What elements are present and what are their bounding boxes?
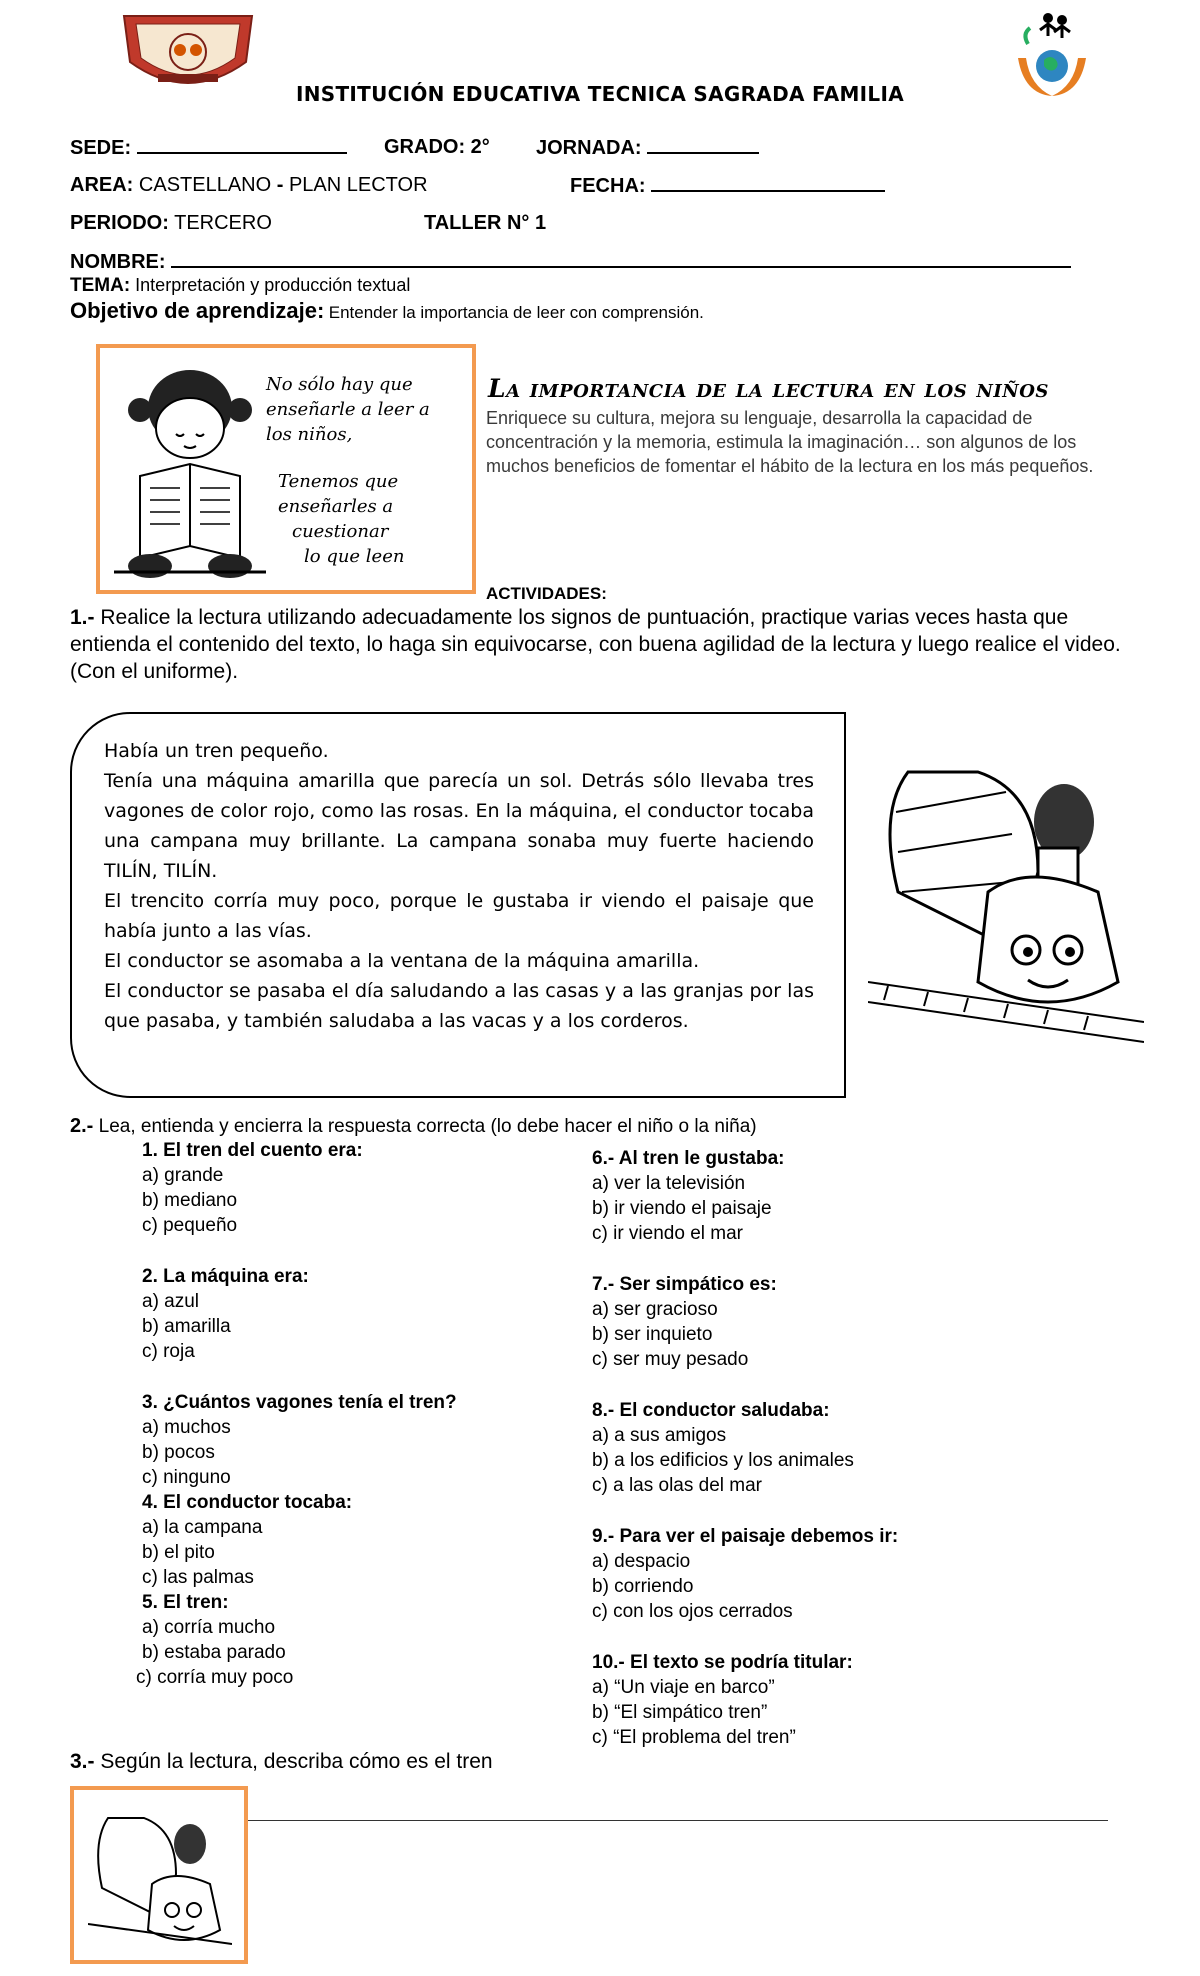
answer-option[interactable]: a) “Un viaje en barco”: [592, 1677, 775, 1698]
tema-label: TEMA:: [70, 275, 131, 296]
sede-label: SEDE:: [70, 137, 132, 159]
caption-line: Tenemos que: [278, 471, 399, 492]
answer-option[interactable]: a) a sus amigos: [592, 1425, 727, 1446]
activity-2: [70, 1114, 757, 1139]
jornada-field[interactable]: [647, 134, 759, 154]
objetivo-row: [70, 298, 704, 324]
answer-option[interactable]: b) corriendo: [592, 1576, 694, 1597]
story-paragraph: El conductor se asomaba a la ventana de la máquina amarilla.: [104, 950, 700, 972]
answer-option[interactable]: c) ninguno: [142, 1467, 231, 1488]
jornada-row: [536, 134, 759, 161]
grado-value: 2°: [470, 136, 490, 158]
answer-option[interactable]: b) pocos: [142, 1442, 215, 1463]
story-paragraph: El conductor se pasaba el día saludando a las casas y a las granjas por las que pasaba, y también saludaba a las vacas y a los corderos.: [104, 980, 814, 1032]
question-title: 3. ¿Cuántos vagones tenía el tren?: [142, 1392, 457, 1413]
fecha-field[interactable]: [651, 172, 885, 192]
story-text: [104, 736, 814, 1036]
answer-option[interactable]: a) despacio: [592, 1551, 691, 1572]
fecha-label: FECHA:: [570, 175, 646, 197]
question-8: [592, 1398, 854, 1498]
question-title: 8.- El conductor saludaba:: [592, 1400, 830, 1421]
story-paragraph: El trencito corría muy poco, porque le gustaba ir viendo el paisaje que había junto a las vías.: [104, 890, 814, 942]
caption-line: los niños,: [266, 424, 353, 445]
activity-1-number: 1.-: [70, 606, 95, 629]
periodo-row: [70, 210, 272, 236]
question-title: 6.- Al tren le gustaba:: [592, 1148, 785, 1169]
answer-option[interactable]: c) ser muy pesado: [592, 1349, 749, 1370]
question-title: 1. El tren del cuento era:: [142, 1140, 363, 1161]
girl-reading-icon: [110, 358, 270, 584]
activities-heading: ACTIVIDADES:: [486, 584, 607, 603]
activity-2-number: 2.-: [70, 1115, 94, 1137]
caption-line: lo que leen: [304, 546, 405, 567]
area-label: AREA:: [70, 174, 134, 196]
answer-option[interactable]: b) amarilla: [142, 1316, 231, 1337]
activity-3-number: 3.-: [70, 1750, 95, 1773]
activity-3: [70, 1748, 493, 1775]
sede-row: [70, 134, 347, 161]
answer-option[interactable]: b) ser inquieto: [592, 1324, 713, 1345]
answer-option[interactable]: a) muchos: [142, 1417, 231, 1438]
question-5: [136, 1590, 294, 1690]
question-title: 2. La máquina era:: [142, 1266, 309, 1287]
image-caption: [266, 372, 466, 569]
answer-option[interactable]: c) pequeño: [142, 1215, 238, 1236]
answer-option[interactable]: a) grande: [142, 1165, 224, 1186]
question-title: 5. El tren:: [142, 1592, 229, 1613]
caption-line: No sólo hay que: [266, 374, 413, 395]
question-9: [592, 1524, 898, 1624]
reading-title: La importancia de la lectura en los niños: [488, 374, 1049, 403]
fecha-row: [570, 172, 885, 199]
nombre-row: [70, 248, 1071, 275]
area-row: [70, 172, 428, 198]
small-train-frame: [70, 1786, 248, 1964]
answer-option[interactable]: b) mediano: [142, 1190, 238, 1211]
question-3: [142, 1390, 457, 1490]
periodo-value: TERCERO: [174, 212, 272, 234]
question-title: 4. El conductor tocaba:: [142, 1492, 353, 1513]
tema-row: [70, 274, 410, 297]
reading-intro: Enriquece su cultura, mejora su lenguaje, desarrolla la capacidad de concentración y la memoria, estimula la imaginación… son algunos de los muchos beneficios de fomentar el hábito de la lectura en los más pequeños.: [486, 408, 1094, 476]
activity-3-text: Según la lectura, describa cómo es el tren: [100, 1750, 493, 1773]
answer-option[interactable]: c) ir viendo el mar: [592, 1223, 743, 1244]
grado-row: [384, 134, 490, 160]
question-1: [142, 1138, 363, 1238]
area-value-2: PLAN LECTOR: [288, 174, 428, 196]
answer-option[interactable]: a) ser gracioso: [592, 1299, 718, 1320]
question-title: 10.- El texto se podría titular:: [592, 1652, 853, 1673]
answer-option[interactable]: b) el pito: [142, 1542, 215, 1563]
nombre-field[interactable]: [171, 248, 1071, 268]
answer-option[interactable]: c) corría muy poco: [136, 1667, 294, 1688]
answer-option[interactable]: b) ir viendo el paisaje: [592, 1198, 772, 1219]
question-7: [592, 1272, 777, 1372]
answer-option[interactable]: b) a los edificios y los animales: [592, 1450, 854, 1471]
answer-option[interactable]: c) a las olas del mar: [592, 1475, 763, 1496]
objetivo-value: Entender la importancia de leer con comprensión.: [328, 303, 704, 322]
reading-girl-illustration-frame: [96, 344, 476, 594]
sede-field[interactable]: [137, 134, 347, 154]
answer-line[interactable]: [248, 1820, 1108, 1821]
activity-1: [70, 604, 1150, 685]
taller-label: TALLER N° 1: [424, 212, 547, 234]
answer-option[interactable]: a) ver la televisión: [592, 1173, 746, 1194]
caption-line: enseñarle a leer a: [266, 399, 430, 420]
objetivo-label: Objetivo de aprendizaje:: [70, 298, 325, 323]
answer-option[interactable]: b) “El simpático tren”: [592, 1702, 768, 1723]
answer-option[interactable]: c) las palmas: [142, 1567, 254, 1588]
periodo-label: PERIODO:: [70, 212, 169, 234]
grado-label: GRADO:: [384, 136, 466, 158]
activity-1-text: Realice la lectura utilizando adecuadamente los signos de puntuación, practique varias veces hasta que entienda el contenido del texto, lo haga sin equivocarse, con buena agilidad de la lectura y luego realice el video. (Con el uniforme).: [70, 606, 1121, 683]
answer-option[interactable]: c) con los ojos cerrados: [592, 1601, 793, 1622]
answer-option[interactable]: b) estaba parado: [142, 1642, 286, 1663]
caption-line: cuestionar: [292, 521, 389, 542]
area-value: CASTELLANO: [138, 174, 272, 196]
question-4: [142, 1490, 352, 1590]
nombre-label: NOMBRE:: [70, 251, 166, 273]
answer-option[interactable]: a) azul: [142, 1291, 200, 1312]
question-10: [592, 1650, 853, 1750]
caption-line: enseñarles a: [278, 496, 394, 517]
answer-option[interactable]: a) corría mucho: [142, 1617, 276, 1638]
train-icon: [868, 752, 1144, 1044]
story-paragraph: Tenía una máquina amarilla que parecía un sol. Detrás sólo llevaba tres vagones de color rojo, como las rosas. En la máquina, el conductor tocaba una campana muy brillante. La campana sonaba muy fuerte haciendo TILÍN, TILÍN.: [104, 770, 814, 882]
area-separator: -: [276, 174, 284, 196]
activity-2-text: Lea, entienda y encierra la respuesta correcta (lo debe hacer el niño o la niña): [98, 1116, 757, 1137]
institution-title: INSTITUCIÓN EDUCATIVA TECNICA SAGRADA FAMILIA: [296, 82, 904, 106]
small-train-icon: [88, 1804, 232, 1948]
answer-option[interactable]: a) la campana: [142, 1517, 263, 1538]
jornada-label: JORNADA:: [536, 137, 642, 159]
question-2: [142, 1264, 309, 1364]
tema-value: Interpretación y producción textual: [135, 275, 411, 295]
question-title: 9.- Para ver el paisaje debemos ir:: [592, 1526, 899, 1547]
story-paragraph: Había un tren pequeño.: [104, 740, 329, 762]
answer-option[interactable]: c) roja: [142, 1341, 195, 1362]
question-6: [592, 1146, 785, 1246]
question-title: 7.- Ser simpático es:: [592, 1274, 777, 1295]
answer-option[interactable]: c) “El problema del tren”: [592, 1727, 796, 1748]
